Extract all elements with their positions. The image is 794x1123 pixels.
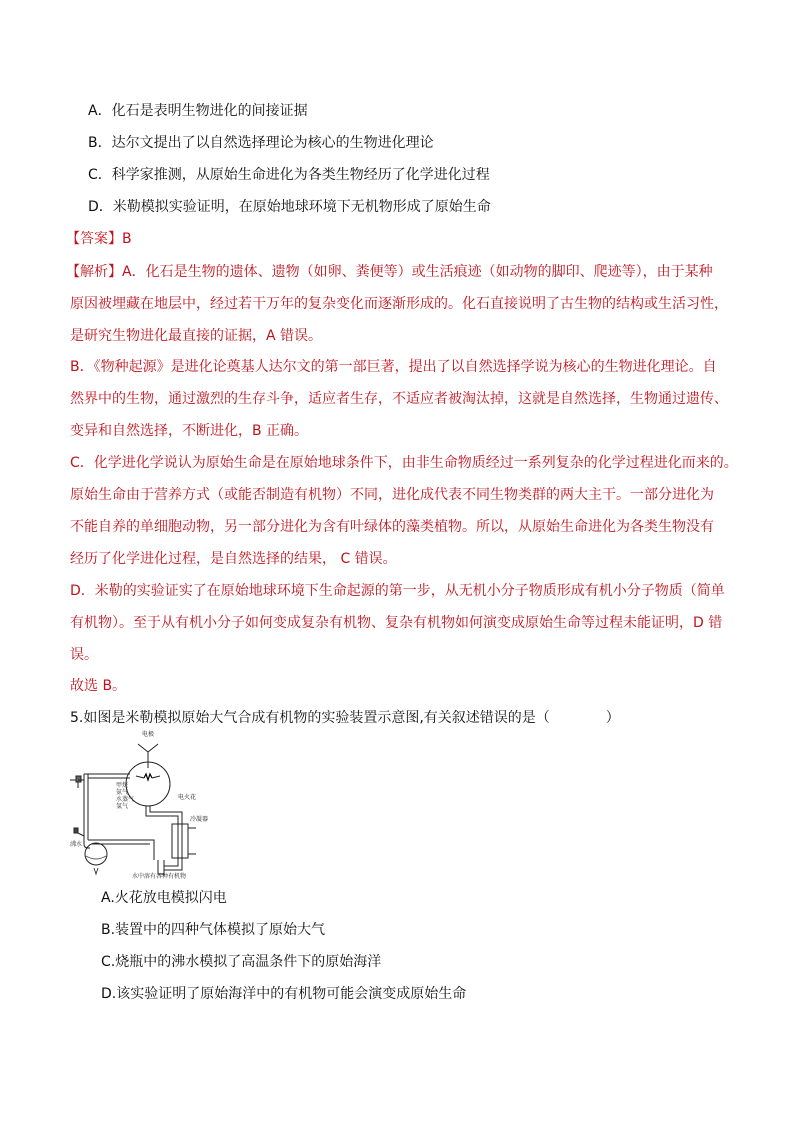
analysis-d-3: 误。	[70, 647, 98, 663]
label-gas-water-vapor: 水蒸气	[116, 796, 135, 803]
analysis-c-4: 经历了化学进化过程，是自然选择的结果， C 错误。	[70, 551, 397, 567]
label-electrode: 电极	[142, 731, 155, 738]
q5-option-c: C.烧瓶中的沸水模拟了高温条件下的原始海洋	[101, 954, 382, 970]
label-gas-methane: 甲烷	[116, 782, 129, 789]
label-organic-water: 水中溶有各种有机物	[132, 873, 187, 880]
analysis-c-1: C．化学进化学说认为原始生命是在原始地球条件下，由非生命物质经过一系列复杂的化学过程进化而来的。	[70, 455, 738, 471]
miller-apparatus-diagram	[68, 728, 228, 880]
label-boiling-water: 沸水	[70, 841, 83, 848]
label-condenser: 冷凝器	[190, 816, 209, 823]
q5-option-a: A.火花放电模拟闪电	[101, 890, 227, 906]
analysis-a-2: 原因被埋藏在地层中，经过若干万年的复杂变化而逐渐形成的。化石直接说明了古生物的结构或生活习性，	[70, 296, 728, 312]
analysis-a-1: A．化石是生物的遗体、遗物（如卵、粪便等）或生活痕迹（如动物的脚印、爬迹等），由于某种	[122, 264, 713, 280]
q4-option-c: C．科学家推测，从原始生命进化为各类生物经历了化学进化过程	[88, 167, 490, 183]
analysis-d-1: D．米勒的实验证实了在原始地球环境下生命起源的第一步，从无机小分子物质形成有机小分子物质（简单	[70, 583, 725, 599]
q4-option-a: A．化石是表明生物进化的间接证据	[88, 103, 308, 119]
q5-stem: 5.如图是米勒模拟原始大气合成有机物的实验装置示意图,有关叙述错误的是（ ）	[70, 710, 620, 726]
label-gas-ammonia: 氨气	[116, 789, 129, 796]
label-gas-hydrogen: 氢气	[116, 803, 129, 810]
analysis-tag: 【解析】	[66, 264, 122, 280]
analysis-b-2: 然界中的生物，通过激烈的生存斗争，适应者生存，不适应者被淘汰掉，这就是自然选择，生物通过遗传、	[70, 391, 728, 407]
analysis-conclusion: 故选 B。	[70, 678, 127, 694]
apparatus-drawing	[68, 728, 228, 880]
analysis-b-1: B．《物种起源》是进化论奠基人达尔文的第一部巨著，提出了以自然选择学说为核心的生物进化理论。自	[70, 359, 717, 375]
analysis-d-2: 有机物）。至于从有机小分子如何变成复杂有机物、复杂有机物如何演变成原始生命等过程未能证明，D 错	[70, 615, 723, 631]
analysis-c-3: 不能自养的单细胞动物，另一部分进化为含有叶绿体的藻类植物。所以，从原始生命进化为各类生物没有	[70, 519, 714, 535]
answer-value: B	[122, 231, 132, 247]
answer-line	[66, 229, 132, 249]
q5-option-d: D.该实验证明了原始海洋中的有机物可能会演变成原始生命	[101, 986, 467, 1002]
q4-option-b: B．达尔文提出了以自然选择理论为核心的生物进化理论	[88, 135, 434, 151]
q5-option-b: B.装置中的四种气体模拟了原始大气	[101, 922, 326, 938]
label-spark: 电火花	[178, 794, 197, 801]
q4-option-d: D．米勒模拟实验证明，在原始地球环境下无机物形成了原始生命	[88, 199, 491, 215]
analysis-b-3: 变异和自然选择，不断进化，B 正确。	[70, 423, 309, 439]
analysis-c-2: 原始生命由于营养方式（或能否制造有机物）不同，进化成代表不同生物类群的两大主干。一部分进化为	[70, 487, 714, 503]
analysis-a-3: 是研究生物进化最直接的证据，A 错误。	[70, 328, 323, 344]
answer-tag: 【答案】	[66, 231, 122, 247]
analysis-line-a-1	[66, 262, 713, 282]
